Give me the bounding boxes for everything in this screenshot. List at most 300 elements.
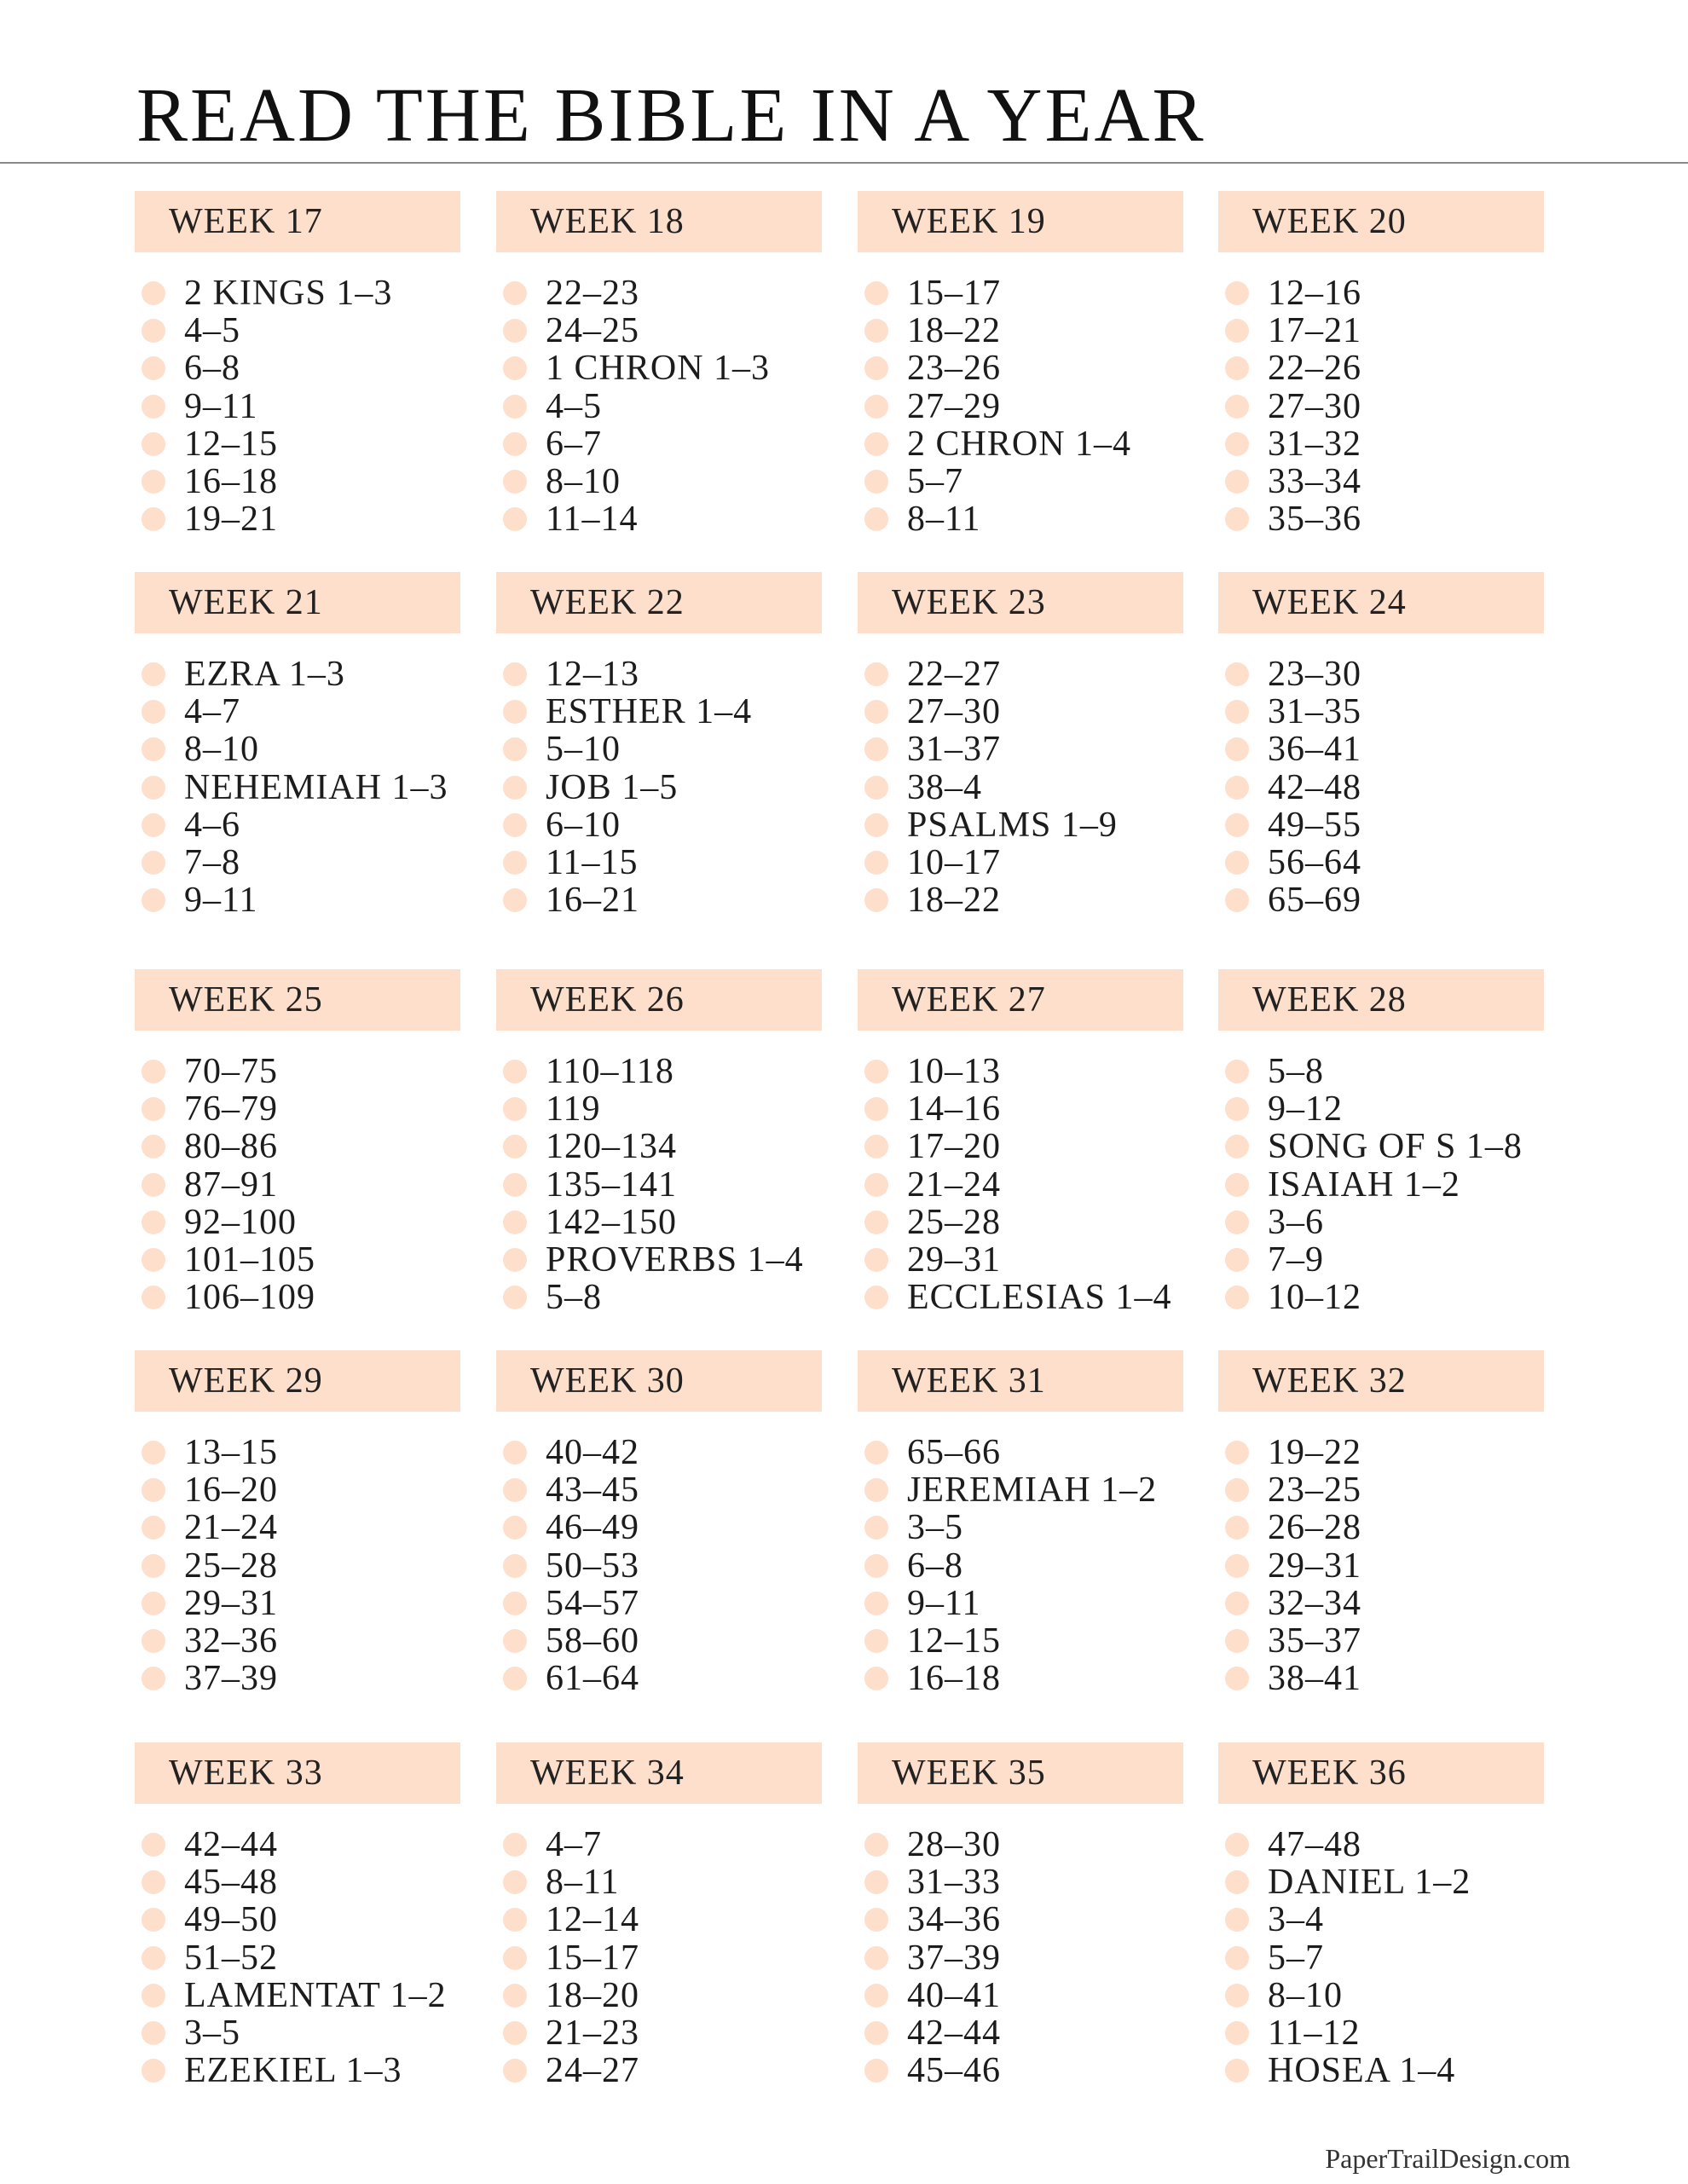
reading-label: SONG OF S 1–8: [1268, 1127, 1523, 1167]
reading-label: 14–16: [907, 1089, 1001, 1130]
reading-item: [1218, 1241, 1544, 1279]
reading-label: 4–5: [546, 386, 602, 426]
week-block: [1218, 572, 1544, 919]
reading-item: [135, 1509, 460, 1546]
checkbox-circle-icon[interactable]: [864, 1629, 888, 1653]
checkbox-circle-icon[interactable]: [503, 507, 527, 531]
reading-label: PROVERBS 1–4: [546, 1240, 804, 1280]
reading-label: LAMENTAT 1–2: [184, 1975, 447, 2015]
checkbox-circle-icon[interactable]: [142, 2059, 165, 2083]
checkbox-circle-icon[interactable]: [142, 1478, 165, 1502]
reading-item: [858, 1547, 1183, 1585]
checkbox-circle-icon[interactable]: [503, 1286, 527, 1309]
checkbox-circle-icon[interactable]: [503, 776, 527, 800]
reading-item: [1218, 806, 1544, 844]
checkbox-circle-icon[interactable]: [142, 2021, 165, 2045]
reading-label: 4–7: [546, 1825, 602, 1865]
reading-label: 65–66: [907, 1433, 1001, 1473]
checkbox-circle-icon[interactable]: [503, 470, 527, 494]
week-header: [858, 191, 1183, 252]
checkbox-circle-icon[interactable]: [142, 1060, 165, 1083]
checkbox-circle-icon[interactable]: [503, 1946, 527, 1970]
week-block: [858, 572, 1183, 919]
checkbox-circle-icon[interactable]: [1225, 1984, 1249, 2008]
reading-label: 38–41: [1268, 1659, 1361, 1699]
checkbox-circle-icon[interactable]: [1225, 2059, 1249, 2083]
reading-item: [496, 312, 822, 350]
checkbox-circle-icon[interactable]: [142, 1286, 165, 1309]
reading-label: 87–91: [184, 1164, 278, 1205]
checkbox-circle-icon[interactable]: [142, 1629, 165, 1653]
checkbox-circle-icon[interactable]: [142, 319, 165, 343]
reading-label: 8–11: [546, 1863, 620, 1903]
reading-label: 110–118: [546, 1052, 674, 1092]
checkbox-circle-icon[interactable]: [503, 662, 527, 686]
week-block: [1218, 969, 1544, 1316]
week-block: [1218, 1742, 1544, 2089]
checkbox-circle-icon[interactable]: [503, 1908, 527, 1932]
reading-label: ESTHER 1–4: [546, 692, 753, 732]
reading-item: [858, 350, 1183, 387]
reading-label: EZEKIEL 1–3: [184, 2051, 402, 2091]
reading-label: 11–14: [546, 500, 639, 540]
reading-item: [135, 1471, 460, 1509]
reading-item: [135, 312, 460, 350]
checkbox-circle-icon[interactable]: [142, 395, 165, 419]
checkbox-circle-icon[interactable]: [864, 1210, 888, 1234]
reading-item: [858, 1660, 1183, 1697]
reading-list: [1218, 1434, 1544, 1697]
reading-item: [496, 844, 822, 881]
reading-item: [135, 1166, 460, 1204]
reading-label: 9–11: [184, 386, 258, 426]
reading-label: 46–49: [546, 1508, 639, 1548]
checkbox-circle-icon[interactable]: [142, 813, 165, 837]
checkbox-circle-icon[interactable]: [864, 470, 888, 494]
reading-label: 7–8: [184, 843, 240, 883]
week-label: WEEK 34: [530, 1754, 685, 1793]
checkbox-circle-icon[interactable]: [142, 281, 165, 305]
checkbox-circle-icon[interactable]: [1225, 776, 1249, 800]
checkbox-circle-icon[interactable]: [142, 662, 165, 686]
checkbox-circle-icon[interactable]: [864, 1984, 888, 2008]
checkbox-circle-icon[interactable]: [864, 1516, 888, 1540]
checkbox-circle-icon[interactable]: [142, 470, 165, 494]
checkbox-circle-icon[interactable]: [864, 1833, 888, 1857]
week-block: [1218, 1350, 1544, 1697]
reading-item: [496, 2052, 822, 2089]
checkbox-circle-icon[interactable]: [503, 1554, 527, 1578]
checkbox-circle-icon[interactable]: [864, 1248, 888, 1272]
week-header: [496, 1742, 822, 1804]
reading-label: 8–10: [546, 462, 621, 502]
reading-item: [135, 731, 460, 768]
reading-item: [496, 1204, 822, 1241]
checkbox-circle-icon[interactable]: [1225, 700, 1249, 724]
reading-label: 19–21: [184, 500, 278, 540]
reading-item: [858, 806, 1183, 844]
checkbox-circle-icon[interactable]: [503, 1248, 527, 1272]
reading-label: 5–10: [546, 730, 621, 770]
checkbox-circle-icon[interactable]: [864, 281, 888, 305]
checkbox-circle-icon[interactable]: [503, 2021, 527, 2045]
checkbox-circle-icon[interactable]: [142, 356, 165, 380]
week-header: [1218, 1742, 1544, 1804]
checkbox-circle-icon[interactable]: [864, 662, 888, 686]
checkbox-circle-icon[interactable]: [1225, 395, 1249, 419]
checkbox-circle-icon[interactable]: [503, 813, 527, 837]
checkbox-circle-icon[interactable]: [142, 1173, 165, 1197]
reading-item: [135, 274, 460, 312]
checkbox-circle-icon[interactable]: [864, 2021, 888, 2045]
checkbox-circle-icon[interactable]: [1225, 356, 1249, 380]
week-label: WEEK 30: [530, 1361, 685, 1401]
week-header: [496, 191, 822, 252]
reading-label: 3–4: [1268, 1900, 1324, 1940]
reading-label: 3–5: [184, 2014, 240, 2054]
checkbox-circle-icon[interactable]: [1225, 432, 1249, 456]
checkbox-circle-icon[interactable]: [503, 1097, 527, 1121]
reading-label: 12–13: [546, 655, 639, 695]
checkbox-circle-icon[interactable]: [503, 1135, 527, 1158]
reading-item: [496, 1166, 822, 1204]
checkbox-circle-icon[interactable]: [503, 1478, 527, 1502]
checkbox-circle-icon[interactable]: [503, 1173, 527, 1197]
checkbox-circle-icon[interactable]: [864, 776, 888, 800]
reading-item: [1218, 1547, 1544, 1585]
week-label: WEEK 31: [892, 1361, 1046, 1401]
reading-item: [858, 1585, 1183, 1622]
reading-label: ISAIAH 1–2: [1268, 1164, 1460, 1205]
week-block: [496, 191, 822, 538]
checkbox-circle-icon[interactable]: [503, 1441, 527, 1465]
checkbox-circle-icon[interactable]: [142, 1248, 165, 1272]
checkbox-circle-icon[interactable]: [142, 851, 165, 875]
checkbox-circle-icon[interactable]: [1225, 1554, 1249, 1578]
checkbox-circle-icon[interactable]: [1225, 1248, 1249, 1272]
checkbox-circle-icon[interactable]: [1225, 1629, 1249, 1653]
reading-label: 32–36: [184, 1621, 278, 1661]
checkbox-circle-icon[interactable]: [864, 1667, 888, 1690]
reading-label: 6–8: [184, 349, 240, 389]
reading-label: 22–27: [907, 655, 1001, 695]
checkbox-circle-icon[interactable]: [503, 1870, 527, 1894]
checkbox-circle-icon[interactable]: [1225, 1946, 1249, 1970]
checkbox-circle-icon[interactable]: [864, 1478, 888, 1502]
week-header: [1218, 1350, 1544, 1412]
checkbox-circle-icon[interactable]: [142, 776, 165, 800]
reading-label: 9–12: [1268, 1089, 1343, 1130]
checkbox-circle-icon[interactable]: [864, 1870, 888, 1894]
reading-label: 37–39: [184, 1659, 278, 1699]
checkbox-circle-icon[interactable]: [1225, 1135, 1249, 1158]
week-label: WEEK 24: [1252, 583, 1407, 622]
reading-item: [135, 1128, 460, 1165]
checkbox-circle-icon[interactable]: [864, 737, 888, 761]
week-block: [1218, 191, 1544, 538]
reading-label: 35–37: [1268, 1621, 1361, 1661]
reading-label: 3–6: [1268, 1202, 1324, 1242]
reading-item: [496, 350, 822, 387]
reading-item: [496, 274, 822, 312]
checkbox-circle-icon[interactable]: [503, 700, 527, 724]
reading-list: [135, 1826, 460, 2089]
checkbox-circle-icon[interactable]: [1225, 1097, 1249, 1121]
reading-item: [135, 1090, 460, 1128]
reading-item: [135, 1585, 460, 1622]
reading-item: [135, 1977, 460, 2014]
checkbox-circle-icon[interactable]: [864, 1135, 888, 1158]
reading-item: [1218, 1660, 1544, 1697]
checkbox-circle-icon[interactable]: [1225, 1286, 1249, 1309]
reading-label: 54–57: [546, 1583, 639, 1623]
checkbox-circle-icon[interactable]: [864, 813, 888, 837]
week-header: [135, 969, 460, 1031]
reading-item: [1218, 2014, 1544, 2052]
checkbox-circle-icon[interactable]: [142, 1210, 165, 1234]
reading-item: [135, 500, 460, 538]
reading-list: [1218, 1053, 1544, 1316]
week-header: [496, 1350, 822, 1412]
checkbox-circle-icon[interactable]: [142, 1870, 165, 1894]
checkbox-circle-icon[interactable]: [503, 1516, 527, 1540]
checkbox-circle-icon[interactable]: [142, 1908, 165, 1932]
reading-label: 45–46: [907, 2051, 1001, 2091]
reading-item: [496, 731, 822, 768]
reading-item: [135, 881, 460, 919]
reading-list: [858, 1053, 1183, 1316]
week-block: [135, 1742, 460, 2089]
checkbox-circle-icon[interactable]: [864, 700, 888, 724]
checkbox-circle-icon[interactable]: [864, 1060, 888, 1083]
reading-label: 23–30: [1268, 655, 1361, 695]
reading-item: [1218, 2052, 1544, 2089]
checkbox-circle-icon[interactable]: [1225, 737, 1249, 761]
checkbox-circle-icon[interactable]: [503, 1060, 527, 1083]
reading-label: HOSEA 1–4: [1268, 2051, 1456, 2091]
reading-item: [496, 881, 822, 919]
checkbox-circle-icon[interactable]: [503, 1629, 527, 1653]
reading-list: [496, 274, 822, 538]
reading-label: 18–22: [907, 881, 1001, 921]
checkbox-circle-icon[interactable]: [1225, 1870, 1249, 1894]
checkbox-circle-icon[interactable]: [864, 507, 888, 531]
checkbox-circle-icon[interactable]: [864, 888, 888, 912]
reading-item: [1218, 388, 1544, 425]
reading-list: [496, 1053, 822, 1316]
reading-item: [858, 693, 1183, 731]
reading-label: 21–24: [184, 1508, 278, 1548]
reading-item: [496, 1471, 822, 1509]
checkbox-circle-icon[interactable]: [1225, 2021, 1249, 2045]
checkbox-circle-icon[interactable]: [142, 1833, 165, 1857]
reading-label: 34–36: [907, 1900, 1001, 1940]
reading-label: 65–69: [1268, 881, 1361, 921]
reading-label: 6–7: [546, 424, 602, 464]
reading-label: 16–18: [907, 1659, 1001, 1699]
reading-label: 32–34: [1268, 1583, 1361, 1623]
checkbox-circle-icon[interactable]: [1225, 851, 1249, 875]
checkbox-circle-icon[interactable]: [1225, 1210, 1249, 1234]
checkbox-circle-icon[interactable]: [1225, 888, 1249, 912]
checkbox-circle-icon[interactable]: [142, 1554, 165, 1578]
checkbox-circle-icon[interactable]: [142, 1984, 165, 2008]
reading-label: 22–23: [546, 274, 639, 314]
reading-item: [1218, 312, 1544, 350]
reading-item: [496, 1826, 822, 1863]
reading-item: [135, 1434, 460, 1471]
reading-item: [135, 1547, 460, 1585]
checkbox-circle-icon[interactable]: [864, 1173, 888, 1197]
reading-item: [496, 806, 822, 844]
checkbox-circle-icon[interactable]: [503, 888, 527, 912]
checkbox-circle-icon[interactable]: [503, 1210, 527, 1234]
checkbox-circle-icon[interactable]: [503, 1592, 527, 1615]
reading-item: [135, 1204, 460, 1241]
checkbox-circle-icon[interactable]: [1225, 1516, 1249, 1540]
reading-label: JOB 1–5: [546, 767, 679, 807]
reading-list: [496, 656, 822, 919]
reading-item: [496, 388, 822, 425]
reading-list: [858, 1826, 1183, 2089]
checkbox-circle-icon[interactable]: [503, 281, 527, 305]
week-label: WEEK 17: [169, 202, 323, 241]
reading-item: [496, 425, 822, 463]
checkbox-circle-icon[interactable]: [1225, 1441, 1249, 1465]
reading-item: [858, 769, 1183, 806]
checkbox-circle-icon[interactable]: [864, 319, 888, 343]
checkbox-circle-icon[interactable]: [142, 737, 165, 761]
checkbox-circle-icon[interactable]: [1225, 1478, 1249, 1502]
reading-item: [135, 1622, 460, 1660]
reading-label: 24–25: [546, 311, 639, 351]
reading-label: 42–48: [1268, 767, 1361, 807]
reading-item: [1218, 656, 1544, 693]
reading-item: [496, 1053, 822, 1090]
reading-label: 101–105: [184, 1240, 315, 1280]
reading-item: [858, 1279, 1183, 1316]
checkbox-circle-icon[interactable]: [142, 700, 165, 724]
reading-label: 29–31: [184, 1583, 278, 1623]
reading-item: [496, 1090, 822, 1128]
reading-item: [496, 656, 822, 693]
week-block: [135, 572, 460, 919]
week-header: [1218, 191, 1544, 252]
checkbox-circle-icon[interactable]: [1225, 470, 1249, 494]
reading-list: [1218, 1826, 1544, 2089]
checkbox-circle-icon[interactable]: [864, 1441, 888, 1465]
reading-item: [496, 500, 822, 538]
reading-item: [1218, 350, 1544, 387]
reading-item: [496, 1434, 822, 1471]
checkbox-circle-icon[interactable]: [142, 432, 165, 456]
reading-label: 25–28: [184, 1546, 278, 1586]
checkbox-circle-icon[interactable]: [1225, 662, 1249, 686]
checkbox-circle-icon[interactable]: [503, 356, 527, 380]
checkbox-circle-icon[interactable]: [503, 432, 527, 456]
checkbox-circle-icon[interactable]: [1225, 1060, 1249, 1083]
reading-item: [1218, 1053, 1544, 1090]
reading-item: [1218, 1509, 1544, 1546]
checkbox-circle-icon[interactable]: [864, 1946, 888, 1970]
checkbox-circle-icon[interactable]: [1225, 1667, 1249, 1690]
checkbox-circle-icon[interactable]: [1225, 281, 1249, 305]
checkbox-circle-icon[interactable]: [142, 1135, 165, 1158]
reading-item: [858, 1090, 1183, 1128]
checkbox-circle-icon[interactable]: [1225, 1908, 1249, 1932]
checkbox-circle-icon[interactable]: [1225, 1833, 1249, 1857]
checkbox-circle-icon[interactable]: [503, 737, 527, 761]
reading-list: [1218, 274, 1544, 538]
reading-item: [1218, 1977, 1544, 2014]
reading-label: 7–9: [1268, 1240, 1324, 1280]
checkbox-circle-icon[interactable]: [864, 851, 888, 875]
checkbox-circle-icon[interactable]: [503, 1833, 527, 1857]
week-block: [135, 969, 460, 1316]
page-title: READ THE BIBLE IN A YEAR: [136, 73, 1206, 158]
checkbox-circle-icon[interactable]: [142, 888, 165, 912]
checkbox-circle-icon[interactable]: [1225, 319, 1249, 343]
checkbox-circle-icon[interactable]: [864, 1592, 888, 1615]
reading-label: 76–79: [184, 1089, 278, 1130]
week-block: [496, 1742, 822, 2089]
week-header: [135, 572, 460, 633]
reading-label: 16–18: [184, 462, 278, 502]
reading-item: [496, 1279, 822, 1316]
reading-item: [858, 656, 1183, 693]
reading-item: [858, 1977, 1183, 2014]
reading-list: [496, 1826, 822, 2089]
reading-item: [135, 844, 460, 881]
checkbox-circle-icon[interactable]: [864, 1908, 888, 1932]
checkbox-circle-icon[interactable]: [142, 1441, 165, 1465]
checkbox-circle-icon[interactable]: [142, 1592, 165, 1615]
week-label: WEEK 19: [892, 202, 1046, 241]
reading-item: [1218, 1939, 1544, 1977]
reading-label: 135–141: [546, 1164, 677, 1205]
checkbox-circle-icon[interactable]: [503, 851, 527, 875]
checkbox-circle-icon[interactable]: [142, 507, 165, 531]
checkbox-circle-icon[interactable]: [1225, 813, 1249, 837]
checkbox-circle-icon[interactable]: [503, 1984, 527, 2008]
checkbox-circle-icon[interactable]: [864, 1554, 888, 1578]
checkbox-circle-icon[interactable]: [864, 395, 888, 419]
checkbox-circle-icon[interactable]: [864, 356, 888, 380]
checkbox-circle-icon[interactable]: [864, 1286, 888, 1309]
checkbox-circle-icon[interactable]: [142, 1946, 165, 1970]
checkbox-circle-icon[interactable]: [503, 2059, 527, 2083]
checkbox-circle-icon[interactable]: [864, 432, 888, 456]
week-label: WEEK 23: [892, 583, 1046, 622]
checkbox-circle-icon[interactable]: [503, 1667, 527, 1690]
reading-item: [1218, 425, 1544, 463]
checkbox-circle-icon[interactable]: [864, 2059, 888, 2083]
reading-item: [858, 1053, 1183, 1090]
checkbox-circle-icon[interactable]: [1225, 1592, 1249, 1615]
reading-label: 27–30: [1268, 386, 1361, 426]
checkbox-circle-icon[interactable]: [142, 1097, 165, 1121]
reading-label: 31–37: [907, 730, 1001, 770]
checkbox-circle-icon[interactable]: [1225, 507, 1249, 531]
checkbox-circle-icon[interactable]: [1225, 1173, 1249, 1197]
checkbox-circle-icon[interactable]: [503, 319, 527, 343]
checkbox-circle-icon[interactable]: [142, 1516, 165, 1540]
reading-label: 35–36: [1268, 500, 1361, 540]
title-divider: [0, 162, 1688, 164]
checkbox-circle-icon[interactable]: [142, 1667, 165, 1690]
checkbox-circle-icon[interactable]: [864, 1097, 888, 1121]
checkbox-circle-icon[interactable]: [503, 395, 527, 419]
